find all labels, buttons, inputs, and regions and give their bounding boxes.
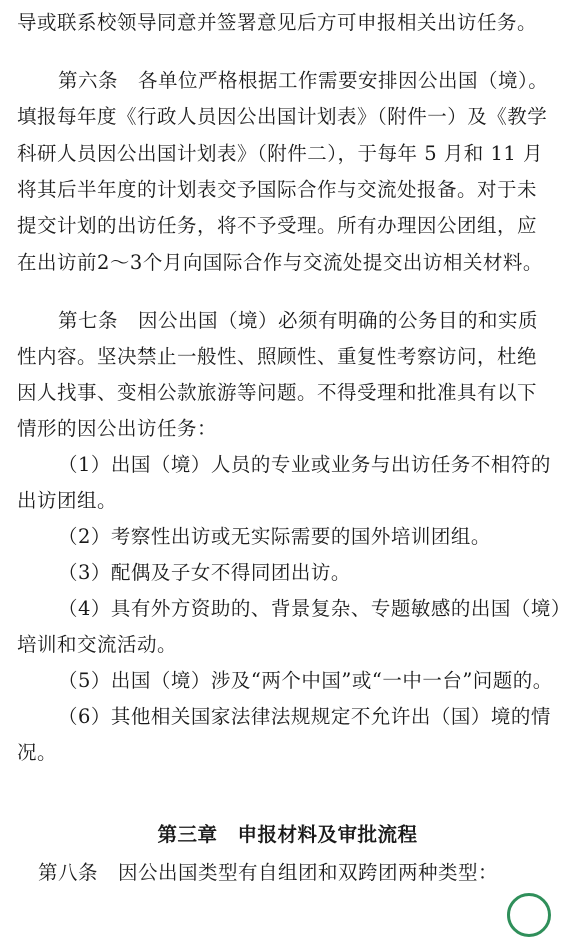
paragraph-line: 填报每年度《行政人员因公出国计划表》（附件一）及《教学: [17, 105, 548, 128]
list-item-5: （5）出国（境）涉及“两个中国”或“一中一台”问题的。: [58, 669, 553, 692]
paragraph-line: 出访团组。: [17, 489, 118, 512]
list-item-1: （1）出国（境）人员的专业或业务与出访任务不相符的: [58, 453, 551, 476]
paragraph-line: 培训和交流活动。: [17, 633, 178, 656]
article-8-heading-line: 第八条 因公出国类型有自组团和双跨团两种类型：: [38, 861, 499, 884]
list-item-4: （4）具有外方资助的、背景复杂、专题敏感的出国（境）: [58, 597, 571, 620]
paragraph-line: 因人找事、变相公款旅游等问题。不得受理和批准具有以下: [17, 381, 538, 404]
seal-stamp-icon: [507, 893, 551, 937]
paragraph-line: 性内容。坚决禁止一般性、照顾性、重复性考察访问，杜绝: [17, 345, 538, 368]
paragraph-line: 导或联系校领导同意并签署意见后方可申报相关出访任务。: [17, 11, 538, 34]
paragraph-line: 提交计划的出访任务，将不予受理。所有办理因公团组，应: [17, 214, 538, 237]
article-6-heading-line: 第六条 各单位严格根据工作需要安排因公出国（境）。: [58, 69, 549, 92]
chapter-title: 第三章 申报材料及审批流程: [157, 823, 418, 846]
article-7-heading-line: 第七条 因公出国（境）必须有明确的公务目的和实质: [58, 309, 539, 332]
paragraph-line: 科研人员因公出国计划表》（附件二），于每年 5 月和 11 月: [17, 142, 544, 165]
paragraph-line: 在出访前2～3个月向国际合作与交流处提交出访相关材料。: [17, 251, 543, 274]
paragraph-line: 将其后半年度的计划表交予国际合作与交流处报备。对于未: [17, 178, 538, 201]
list-item-6: （6）其他相关国家法律法规规定不允许出（国）境的情: [58, 705, 551, 728]
list-item-3: （3）配偶及子女不得同团出访。: [58, 561, 351, 584]
paragraph-line: 况。: [17, 741, 58, 764]
list-item-2: （2）考察性出访或无实际需要的国外培训团组。: [58, 525, 491, 548]
paragraph-line: 情形的因公出访任务：: [17, 417, 218, 440]
